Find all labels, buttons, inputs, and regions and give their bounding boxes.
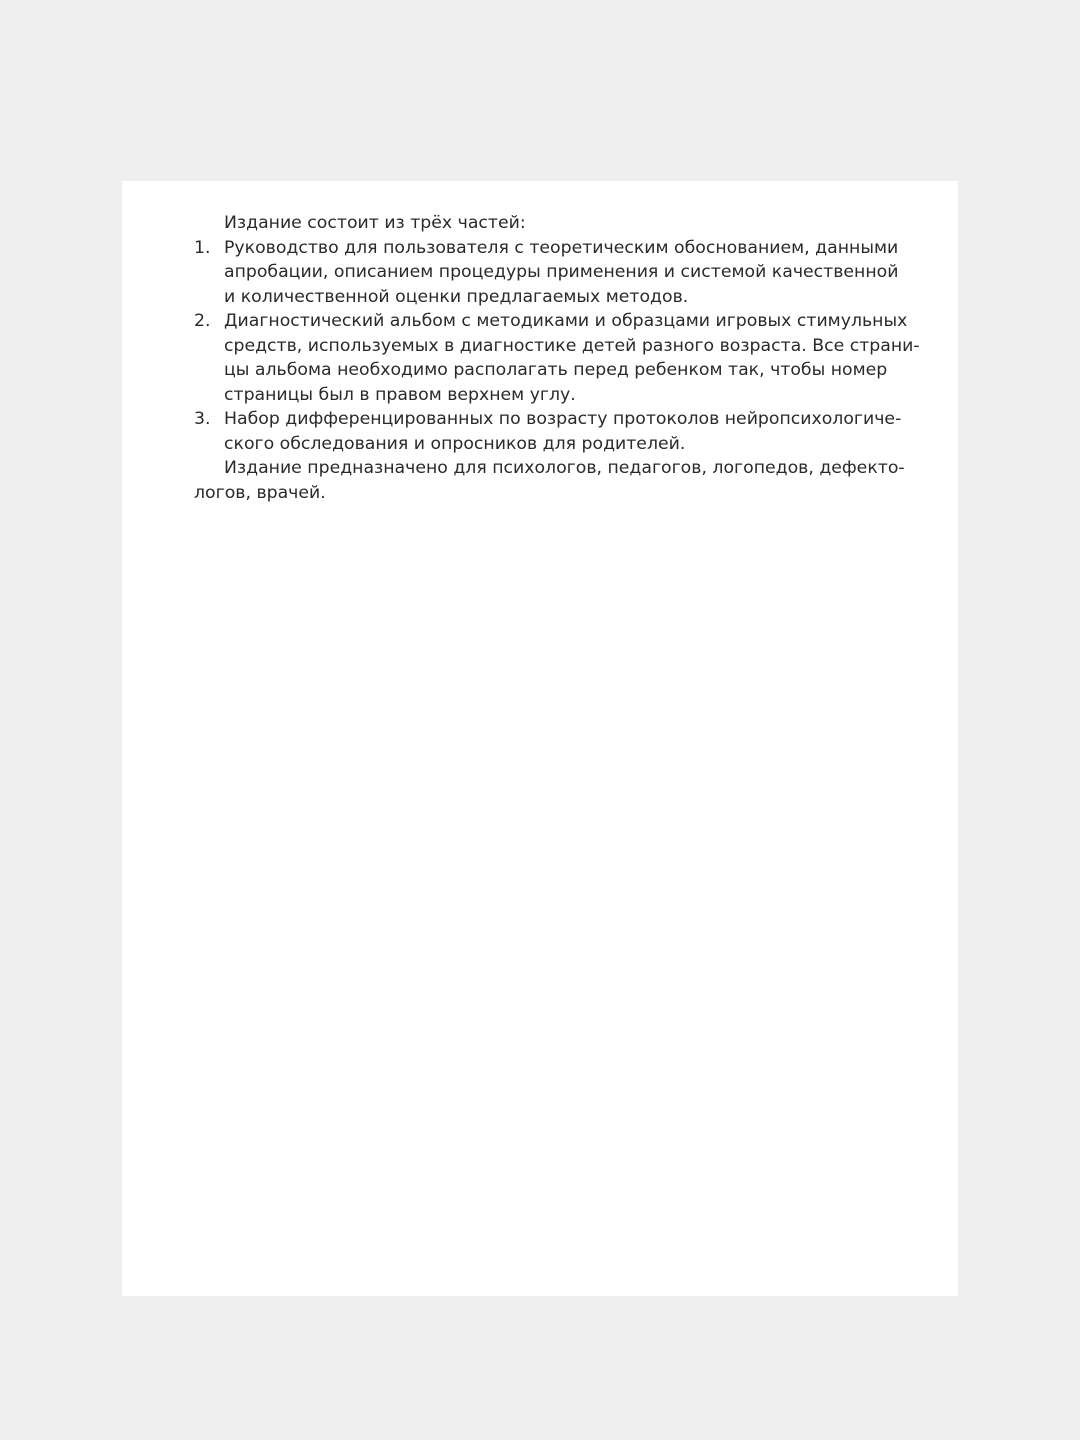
document-text xyxy=(194,211,920,505)
list-item-line: Набор дифференцированных по возрасту протоколов нейропсихологиче- xyxy=(224,409,902,429)
intro-paragraph xyxy=(194,211,866,236)
list-item-2 xyxy=(194,309,920,407)
list-item-3 xyxy=(194,407,902,456)
list-item-1 xyxy=(194,236,899,310)
list-item-line: страницы был в правом верхнем углу. xyxy=(224,384,576,405)
list-item-line: Диагностический альбом с методиками и образцами игровых стимульных xyxy=(224,311,908,331)
closing-line: логов, врачей. xyxy=(194,482,326,503)
closing-paragraph xyxy=(194,456,905,505)
list-item-number: 1. xyxy=(194,237,211,258)
intro-line: Издание состоит из трёх частей: xyxy=(224,213,526,233)
document-page xyxy=(122,181,958,1296)
list-item-line: апробации, описанием процедуры применения и системой качественной xyxy=(224,262,899,282)
closing-line: Издание предназначено для психологов, педагогов, логопедов, дефекто- xyxy=(224,458,905,478)
list-item-line: Руководство для пользователя с теоретическим обоснованием, данными xyxy=(224,237,899,258)
list-item-line: и количественной оценки предлагаемых методов. xyxy=(224,286,689,307)
list-item-number: 3. xyxy=(194,409,211,429)
list-item-line: средств, используемых в диагностике детей разного возраста. Все страни- xyxy=(224,335,920,356)
list-item-number: 2. xyxy=(194,311,211,331)
list-item-line: ского обследования и опросников для родителей. xyxy=(224,433,686,454)
list-item-line: цы альбома необходимо располагать перед ребенком так, чтобы номер xyxy=(224,360,888,380)
